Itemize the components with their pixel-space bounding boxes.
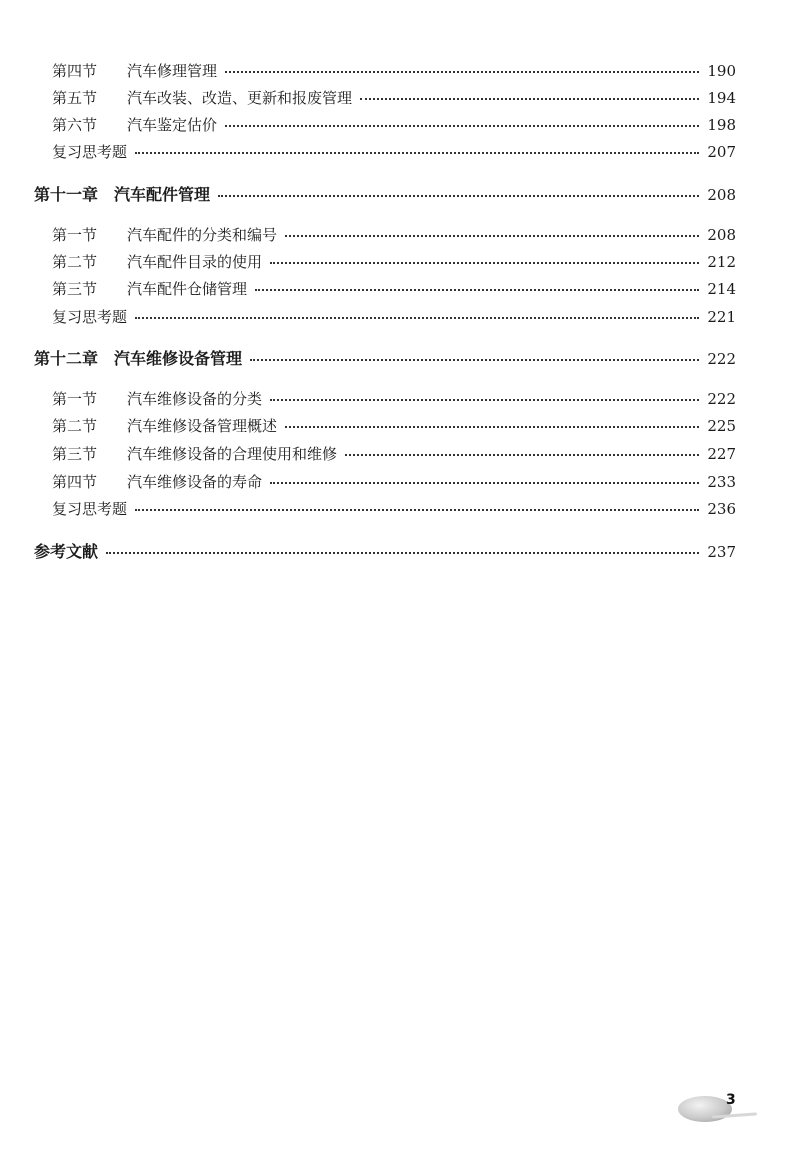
dot-leader <box>106 552 699 554</box>
section-title: 汽车改装、改造、更新和报废管理 <box>127 89 353 107</box>
review-title: 复习思考题 <box>52 500 128 518</box>
section-number: 第三节 <box>52 280 98 298</box>
section-number: 第四节 <box>52 473 98 491</box>
page-number: 212 <box>707 253 736 271</box>
dot-leader <box>360 98 699 100</box>
section-title: 汽车配件仓储管理 <box>127 280 248 298</box>
section-title: 汽车鉴定估价 <box>127 116 218 134</box>
toc-entry-section[interactable] <box>52 415 736 435</box>
toc-entry-review[interactable] <box>52 306 736 326</box>
section-number: 第一节 <box>52 226 98 244</box>
page-number: 208 <box>707 226 736 244</box>
page-footer <box>672 1090 762 1130</box>
section-number: 第六节 <box>52 116 98 134</box>
dot-leader <box>285 426 699 428</box>
toc-entry-section[interactable] <box>52 388 736 408</box>
review-title: 复习思考题 <box>52 143 128 161</box>
page-number: 222 <box>707 390 736 408</box>
toc-entry-review[interactable] <box>52 498 736 518</box>
page-number: 233 <box>707 473 736 491</box>
page-number: 208 <box>707 186 736 204</box>
page-number: 227 <box>707 445 736 463</box>
dot-leader <box>270 262 699 264</box>
toc-entry-section[interactable] <box>52 87 736 107</box>
decorative-blob-icon <box>678 1096 732 1122</box>
dot-leader <box>270 399 699 401</box>
toc-entry-section[interactable] <box>52 471 736 491</box>
dot-leader <box>225 71 699 73</box>
toc-entry-review[interactable] <box>52 141 736 161</box>
page-number: 214 <box>707 280 736 298</box>
page-number: 225 <box>707 417 736 435</box>
references-title: 参考文献 <box>34 542 99 561</box>
section-title: 汽车维修设备的寿命 <box>127 473 263 491</box>
section-number: 第五节 <box>52 89 98 107</box>
toc-entry-section[interactable] <box>52 114 736 134</box>
page-number: 236 <box>707 500 736 518</box>
toc-entry-section[interactable] <box>52 60 736 80</box>
toc-entry-section[interactable] <box>52 251 736 271</box>
section-title: 汽车维修设备管理概述 <box>127 417 278 435</box>
page-number: 222 <box>707 350 736 368</box>
toc-entry-section[interactable] <box>52 443 736 463</box>
toc-entry-section[interactable] <box>52 278 736 298</box>
section-number: 第三节 <box>52 445 98 463</box>
section-title: 汽车配件目录的使用 <box>127 253 263 271</box>
dot-leader <box>135 509 699 511</box>
dot-leader <box>218 195 699 197</box>
toc-entry-references[interactable] <box>34 539 736 561</box>
page-number: 237 <box>707 543 736 561</box>
toc-entry-chapter[interactable] <box>34 182 736 204</box>
chapter-title: 第十一章 汽车配件管理 <box>34 185 211 204</box>
dot-leader <box>285 235 699 237</box>
dot-leader <box>250 359 699 361</box>
toc-entry-chapter[interactable] <box>34 346 736 368</box>
page-number: 194 <box>707 89 736 107</box>
section-number: 第二节 <box>52 253 98 271</box>
section-title: 汽车修理管理 <box>127 62 218 80</box>
chapter-title: 第十二章 汽车维修设备管理 <box>34 349 243 368</box>
toc-entry-section[interactable] <box>52 224 736 244</box>
page-number: 207 <box>707 143 736 161</box>
section-title: 汽车维修设备的分类 <box>127 390 263 408</box>
dot-leader <box>225 125 699 127</box>
dot-leader <box>270 482 699 484</box>
dot-leader <box>135 152 699 154</box>
dot-leader <box>345 454 699 456</box>
section-number: 第一节 <box>52 390 98 408</box>
section-number: 第二节 <box>52 417 98 435</box>
section-title: 汽车维修设备的合理使用和维修 <box>127 445 338 463</box>
page-number: 221 <box>707 308 736 326</box>
dot-leader <box>135 317 699 319</box>
section-number: 第四节 <box>52 62 98 80</box>
section-title: 汽车配件的分类和编号 <box>127 226 278 244</box>
review-title: 复习思考题 <box>52 308 128 326</box>
dot-leader <box>255 289 699 291</box>
page-number: 198 <box>707 116 736 134</box>
footer-page-number: 3 <box>726 1092 736 1108</box>
page-number: 190 <box>707 62 736 80</box>
